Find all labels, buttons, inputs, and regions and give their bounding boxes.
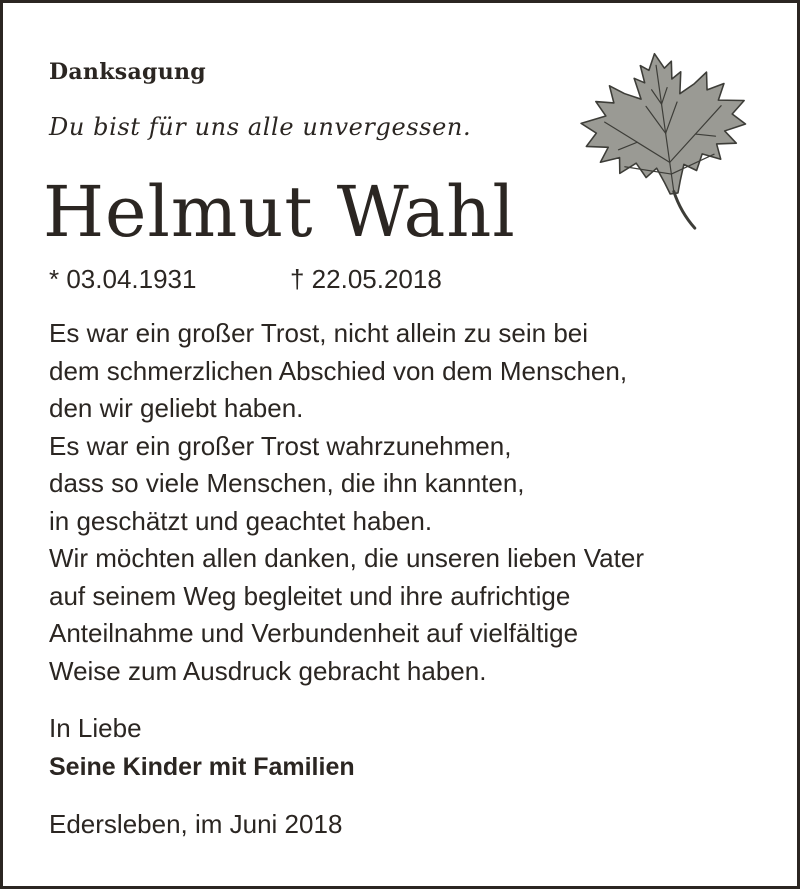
deceased-name: Helmut Wahl bbox=[43, 171, 516, 253]
body-line: Es war ein großer Trost wahrzunehmen, bbox=[49, 430, 512, 461]
body-line: Weise zum Ausdruck gebracht haben. bbox=[49, 655, 487, 686]
notice-heading: Danksagung bbox=[49, 59, 206, 85]
body-line: Es war ein großer Trost, nicht allein zu sein bei bbox=[49, 318, 589, 348]
notice-motto: Du bist für uns alle unvergessen. bbox=[49, 113, 472, 141]
body-line: dem schmerzlichen Abschied von dem Menschen, bbox=[49, 355, 628, 386]
body-line: in geschätzt und geachtet haben. bbox=[49, 505, 433, 536]
body-line: den wir geliebt haben. bbox=[49, 393, 304, 423]
body-line: Wir möchten allen danken, die unseren lieben Vater bbox=[49, 543, 644, 573]
notice-body bbox=[49, 315, 644, 690]
closing-phrase: In Liebe bbox=[49, 713, 142, 743]
birth-date: * 03.04.1931 bbox=[49, 264, 197, 294]
death-date: † 22.05.2018 bbox=[290, 264, 442, 294]
maple-leaf-icon bbox=[569, 45, 765, 241]
signers: Seine Kinder mit Familien bbox=[49, 753, 355, 781]
body-line: Anteilnahme und Verbundenheit auf vielfältige bbox=[49, 618, 579, 648]
body-line: dass so viele Menschen, die ihn kannten, bbox=[49, 468, 525, 498]
place-and-date: Edersleben, im Juni 2018 bbox=[49, 809, 343, 839]
body-line: auf seinem Weg begleitet und ihre aufrichtige bbox=[49, 580, 571, 611]
